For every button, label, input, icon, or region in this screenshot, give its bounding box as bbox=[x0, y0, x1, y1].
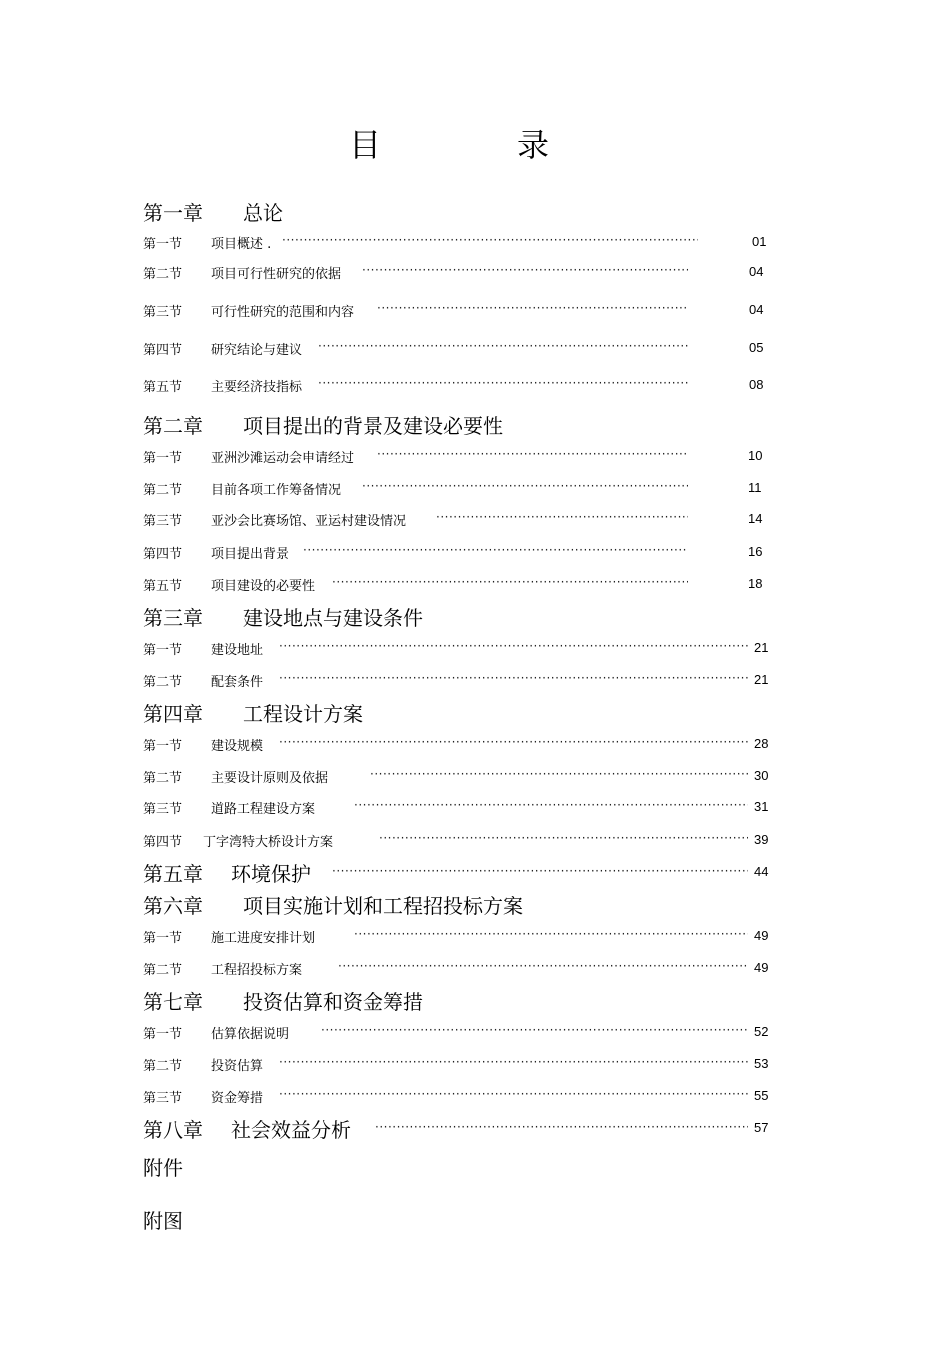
toc-number: 第五章 bbox=[143, 862, 203, 886]
dot-leader bbox=[282, 233, 698, 247]
toc-section[interactable] bbox=[143, 447, 354, 466]
dot-leader bbox=[318, 339, 688, 353]
dot-leader bbox=[321, 1023, 748, 1037]
toc-heading-text: 建设地址 bbox=[211, 643, 264, 658]
dot-leader bbox=[332, 864, 748, 878]
toc-section[interactable] bbox=[143, 767, 328, 786]
toc-section[interactable] bbox=[143, 735, 263, 754]
toc-heading-text: 目前各项工作筹备情况 bbox=[211, 483, 342, 498]
toc-section[interactable] bbox=[143, 339, 302, 358]
toc-chapter[interactable] bbox=[143, 986, 423, 1015]
toc-number: 第二节 bbox=[143, 1059, 183, 1074]
toc-section[interactable] bbox=[143, 543, 289, 562]
toc-section[interactable] bbox=[143, 959, 302, 978]
page-number: 04 bbox=[749, 264, 764, 279]
dot-leader bbox=[377, 447, 688, 461]
toc-heading-text: 配套条件 bbox=[211, 675, 264, 690]
toc-section[interactable] bbox=[143, 479, 341, 498]
toc-chapter[interactable] bbox=[143, 858, 311, 887]
toc-heading-text: 主要设计原则及依据 bbox=[211, 771, 329, 786]
toc-heading-text: 环境保护 bbox=[231, 862, 311, 886]
dot-leader bbox=[279, 671, 748, 685]
toc-heading-text: 丁字湾特大桥设计方案 bbox=[203, 835, 334, 850]
toc-section[interactable] bbox=[143, 639, 263, 658]
toc-section[interactable] bbox=[143, 927, 315, 946]
page-number: 21 bbox=[754, 672, 769, 687]
dot-leader bbox=[279, 735, 748, 749]
dot-leader bbox=[279, 1087, 748, 1101]
toc-chapter[interactable] bbox=[143, 890, 523, 919]
toc-number: 第一节 bbox=[143, 931, 183, 946]
toc-number: 第二节 bbox=[143, 483, 183, 498]
toc-section[interactable] bbox=[143, 376, 302, 395]
toc-chapter[interactable] bbox=[143, 410, 503, 439]
toc-number: 第五节 bbox=[143, 380, 183, 395]
toc-section[interactable] bbox=[143, 671, 263, 690]
toc-appendix[interactable]: 附图 bbox=[143, 1209, 183, 1233]
page-number: 04 bbox=[749, 302, 764, 317]
toc-number: 第三节 bbox=[143, 1091, 183, 1106]
toc-chapter[interactable] bbox=[143, 197, 283, 226]
toc-heading-text: 可行性研究的范围和内容 bbox=[211, 305, 355, 320]
page-number: 01 bbox=[752, 234, 767, 249]
toc-heading-text: 项目提出的背景及建设必要性 bbox=[243, 414, 503, 438]
dot-leader bbox=[375, 1120, 748, 1134]
toc-number: 第一节 bbox=[143, 643, 183, 658]
toc-number: 第二节 bbox=[143, 963, 183, 978]
toc-section[interactable] bbox=[143, 1087, 263, 1106]
toc-chapter[interactable] bbox=[143, 1114, 351, 1143]
toc-heading-text: 项目概述 . bbox=[211, 237, 272, 252]
toc-number: 第七章 bbox=[143, 990, 203, 1014]
toc-number: 第一节 bbox=[143, 237, 183, 252]
toc-number: 第一章 bbox=[143, 201, 203, 225]
toc-heading-text: 资金筹措 bbox=[211, 1091, 264, 1106]
toc-number: 第一节 bbox=[143, 739, 183, 754]
toc-heading-text: 项目建设的必要性 bbox=[211, 579, 316, 594]
toc-number: 第四节 bbox=[143, 547, 183, 562]
dot-leader bbox=[338, 959, 748, 973]
toc-number: 第二节 bbox=[143, 675, 183, 690]
toc-number: 第三节 bbox=[143, 305, 183, 320]
page-number: 16 bbox=[748, 544, 763, 559]
toc-number: 第三节 bbox=[143, 802, 183, 817]
page-number: 49 bbox=[754, 960, 769, 975]
toc-heading-text: 建设规模 bbox=[211, 739, 264, 754]
toc-heading-text: 工程招投标方案 bbox=[211, 963, 303, 978]
dot-leader bbox=[362, 479, 688, 493]
toc-number: 第一节 bbox=[143, 451, 183, 466]
page-number: 08 bbox=[749, 377, 764, 392]
toc-heading-text: 工程设计方案 bbox=[243, 702, 363, 726]
toc-number: 第八章 bbox=[143, 1118, 203, 1142]
toc-heading-text: 道路工程建设方案 bbox=[211, 802, 316, 817]
page-number: 49 bbox=[754, 928, 769, 943]
toc-number: 第二章 bbox=[143, 414, 203, 438]
toc-section[interactable] bbox=[143, 263, 341, 282]
page-number: 05 bbox=[749, 340, 764, 355]
page-number: 30 bbox=[754, 768, 769, 783]
dot-leader bbox=[279, 639, 748, 653]
toc-chapter[interactable] bbox=[143, 602, 423, 631]
toc-number: 第三章 bbox=[143, 606, 203, 630]
toc-appendix[interactable]: 附件 bbox=[143, 1156, 183, 1180]
toc-title: 目 录 bbox=[348, 126, 601, 164]
toc-number: 第五节 bbox=[143, 579, 183, 594]
page-number: 52 bbox=[754, 1024, 769, 1039]
page-number: 14 bbox=[748, 511, 763, 526]
page-number: 11 bbox=[748, 480, 762, 495]
dot-leader bbox=[436, 510, 688, 524]
page-number: 21 bbox=[754, 640, 769, 655]
toc-heading-text: 主要经济技指标 bbox=[211, 380, 303, 395]
toc-number: 第二节 bbox=[143, 267, 183, 282]
toc-section[interactable] bbox=[143, 1055, 263, 1074]
dot-leader bbox=[354, 798, 748, 812]
toc-number: 第四章 bbox=[143, 702, 203, 726]
toc-section[interactable] bbox=[143, 301, 354, 320]
toc-heading-text: 项目提出背景 bbox=[211, 547, 290, 562]
toc-number: 第四节 bbox=[143, 835, 183, 850]
page-number: 28 bbox=[754, 736, 769, 751]
dot-leader bbox=[377, 301, 688, 315]
page-number: 39 bbox=[754, 832, 769, 847]
toc-heading-text: 投资估算和资金筹措 bbox=[243, 990, 423, 1014]
toc-section[interactable] bbox=[143, 1023, 289, 1042]
dot-leader bbox=[370, 767, 748, 781]
toc-heading-text: 亚洲沙滩运动会申请经过 bbox=[211, 451, 355, 466]
toc-heading-text: 施工进度安排计划 bbox=[211, 931, 316, 946]
dot-leader bbox=[332, 575, 688, 589]
toc-number: 第二节 bbox=[143, 771, 183, 786]
toc-number: 第六章 bbox=[143, 894, 203, 918]
dot-leader bbox=[318, 376, 688, 390]
page-number: 55 bbox=[754, 1088, 769, 1103]
page-number: 57 bbox=[754, 1120, 769, 1135]
page-number: 44 bbox=[754, 864, 769, 879]
toc-heading-text: 项目可行性研究的依据 bbox=[211, 267, 342, 282]
dot-leader bbox=[354, 927, 748, 941]
page-number: 18 bbox=[748, 576, 763, 591]
dot-leader bbox=[279, 1055, 748, 1069]
toc-section[interactable] bbox=[143, 831, 333, 850]
toc-number: 第一节 bbox=[143, 1027, 183, 1042]
dot-leader bbox=[303, 543, 688, 557]
toc-heading-text: 投资估算 bbox=[211, 1059, 264, 1074]
page-number: 10 bbox=[748, 448, 763, 463]
page-number: 31 bbox=[754, 799, 769, 814]
toc-number: 第四节 bbox=[143, 343, 183, 358]
page-number: 53 bbox=[754, 1056, 769, 1071]
toc-heading-text: 研究结论与建议 bbox=[211, 343, 303, 358]
toc-heading-text: 社会效益分析 bbox=[231, 1118, 351, 1142]
toc-heading-text: 项目实施计划和工程招投标方案 bbox=[243, 894, 523, 918]
toc-heading-text: 亚沙会比赛场馆、亚运村建设情况 bbox=[211, 514, 407, 529]
toc-section[interactable] bbox=[143, 575, 315, 594]
toc-heading-text: 总论 bbox=[243, 201, 283, 225]
toc-heading-text: 估算依据说明 bbox=[211, 1027, 290, 1042]
dot-leader bbox=[362, 263, 688, 277]
toc-section[interactable] bbox=[143, 798, 315, 817]
toc-heading-text: 建设地点与建设条件 bbox=[243, 606, 423, 630]
dot-leader bbox=[379, 831, 748, 845]
toc-chapter[interactable] bbox=[143, 698, 363, 727]
toc-section[interactable] bbox=[143, 510, 406, 529]
toc-section[interactable] bbox=[143, 233, 271, 252]
toc-number: 第三节 bbox=[143, 514, 183, 529]
